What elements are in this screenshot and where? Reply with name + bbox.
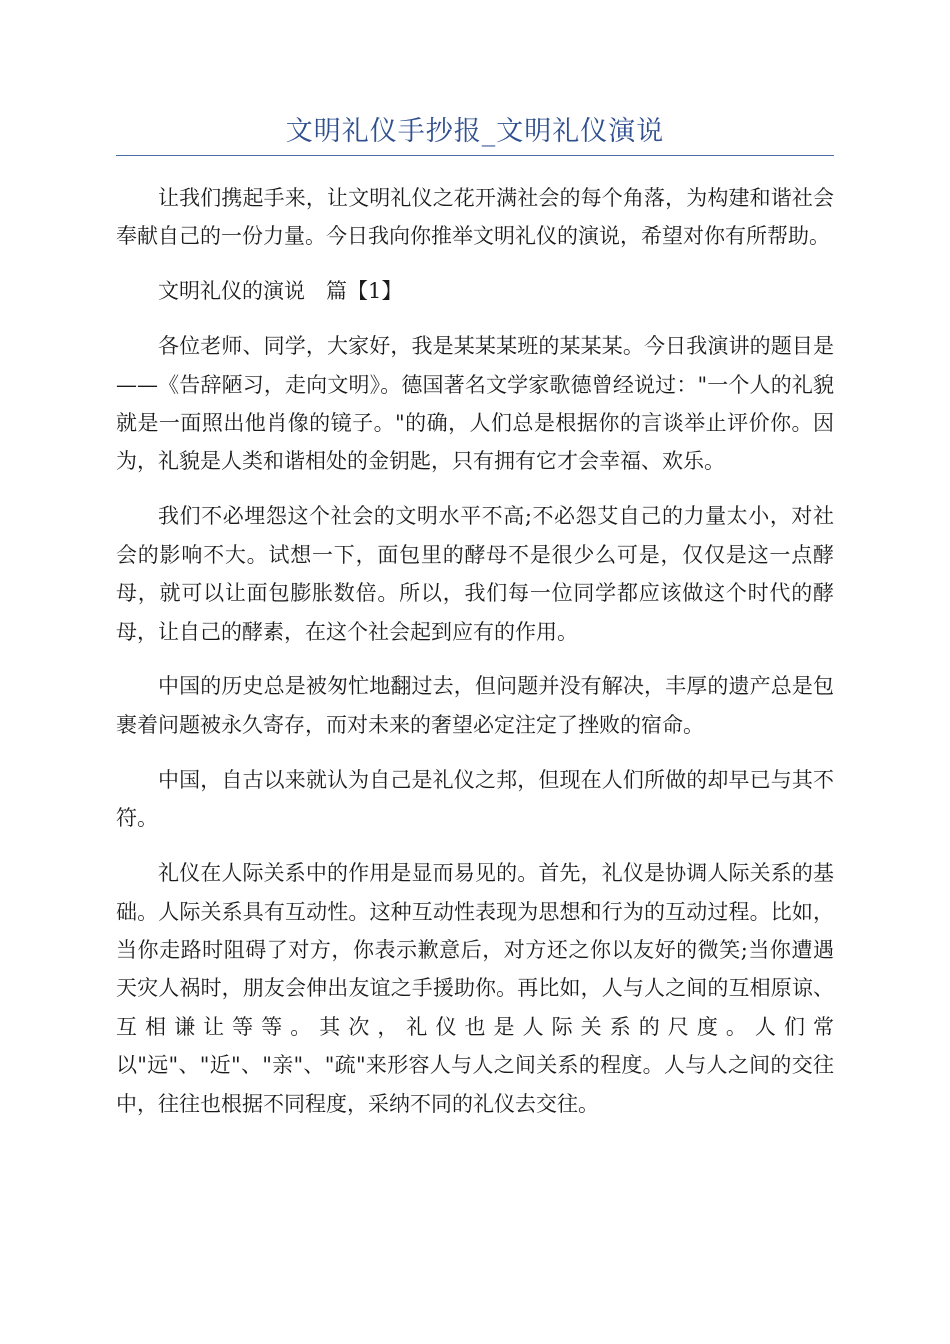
section-heading: 文明礼仪的演说 篇【1】 [158, 279, 403, 304]
document-page [116, 108, 834, 1139]
paragraph-intro: 让我们携起手来，让文明礼仪之花开满社会的每个角落，为构建和谐社会奉献自己的一份力量。今日我向你推举文明礼仪的演说，希望对你有所帮助。 [116, 186, 834, 249]
document-title: 文明礼仪手抄报_文明礼仪演说 [285, 116, 665, 147]
paragraph-yeast: 我们不必埋怨这个社会的文明水平不高;不必怨艾自己的力量太小，对社会的影响不大。试想一下，面包里的酵母不是很少么可是，仅仅是这一点酵母，就可以让面包膨胀数倍。所以，我们每一位同学都应该做这个时代的酵母，让自己的酵素，在这个社会起到应有的作用。 [116, 504, 834, 644]
paragraph-china: 中国，自古以来就认为自己是礼仪之邦，但现在人们所做的却早已与其不符。 [116, 767, 834, 831]
paragraph-greeting: 各位老师、同学，大家好，我是某某某班的某某某。今日我演讲的题目是——《告辞陋习，走向文明》。德国著名文学家歌德曾经说过："一个人的礼貌就是一面照出他肖像的镜子。"的确，人们总是根据你的言谈举止评价你。因为，礼貌是人类和谐相处的金钥匙，只有拥有它才会幸福、欢乐。 [116, 334, 834, 474]
document-body [116, 179, 834, 1123]
paragraph-history: 中国的历史总是被匆忙地翻过去，但问题并没有解决，丰厚的遗产总是包裹着问题被永久寄存，而对未来的奢望必定注定了挫败的宿命。 [116, 674, 834, 737]
paragraph-etiquette-role: 礼仪在人际关系中的作用是显而易见的。首先，礼仪是协调人际关系的基础。人际关系具有互动性。这种互动性表现为思想和行为的互动过程。比如，当你走路时阻碍了对方，你表示歉意后，对方还之你以友好的微笑;当你遭遇天灾人祸时，朋友会伸出友谊之手援助你。再比如，人与人之间的互相原谅、互相谦让等等。其次，礼仪也是人际关系的尺度。人们常以"远"、"近"、"亲"、"疏"来形容人与人之间关系的程度。人与人之间的交往中，往往也根据不同程度，采纳不同的礼仪去交往。 [116, 861, 834, 1116]
